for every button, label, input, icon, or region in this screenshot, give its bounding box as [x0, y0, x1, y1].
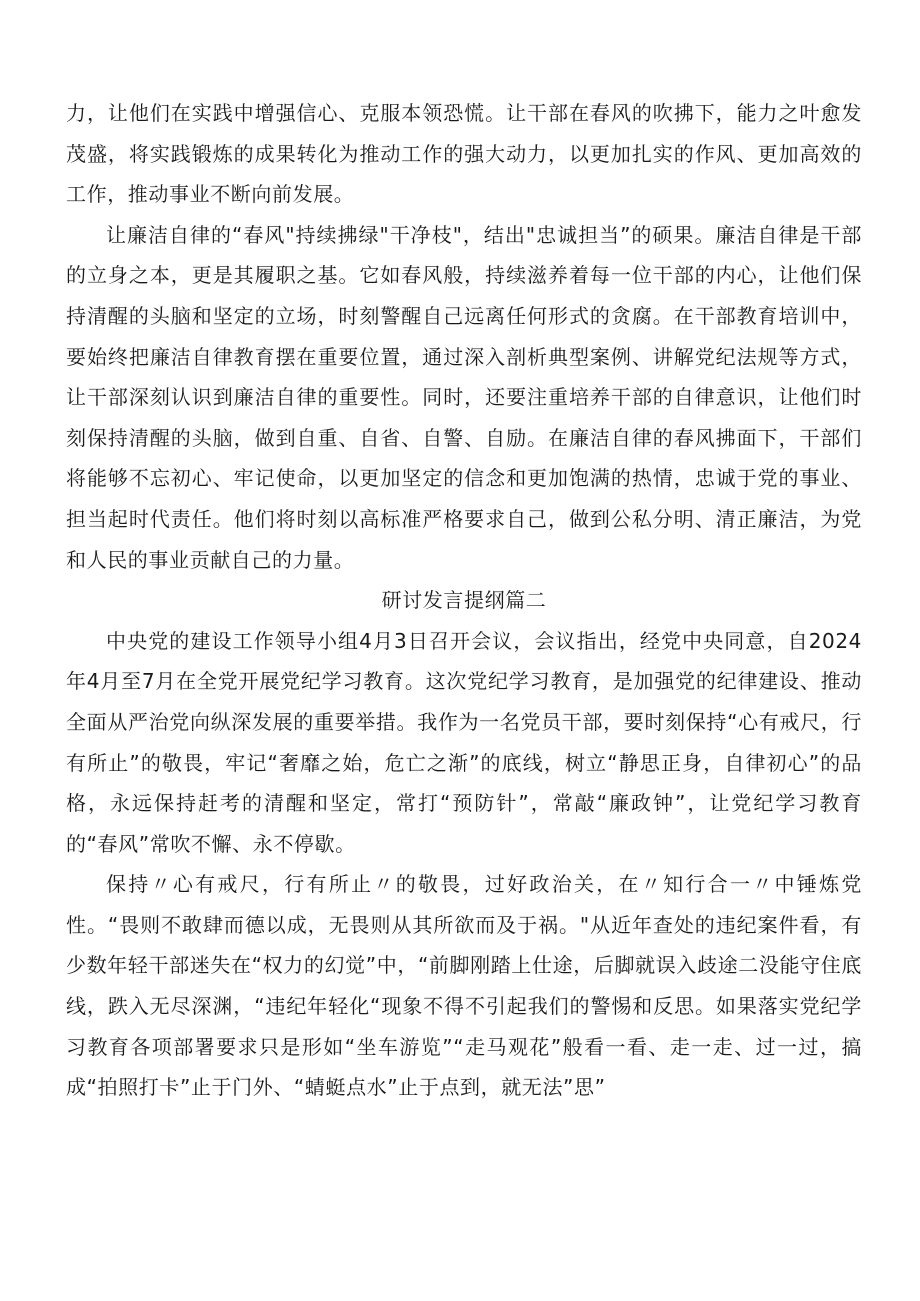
- paragraph-party-discipline-education: 中央党的建设工作领导小组4月3日召开会议，会议指出，经党中央同意，自2024年4月至7月在全党开展党纪学习教育。这次党纪学习教育，是加强党的纪律建设、推动全面从严治党向纵深发展的重要举措。我作为一名党员干部，要时刻保持“心有戒尺，行有所止”的敬畏，牢记“奢靡之始，危亡之渐”的底线，树立“静思正身，自律初心”的品格，永远保持赶考的清醒和坚定，常打“预防针”，常敲“廉政钟”，让党纪学习教育的“春风”常吹不懈、永不停歇。: [66, 628, 862, 856]
- section-heading: 研讨发言提纲篇二: [381, 588, 547, 613]
- document-body: [66, 93, 862, 1108]
- paragraph-continuation: 力，让他们在实践中增强信心、克服本领恐慌。让干部在春风的吹拂下，能力之叶愈发茂盛，将实践锻炼的成果转化为推动工作的强大动力，以更加扎实的作风、更加高效的工作，推动事业不断向前发展。: [66, 101, 862, 207]
- paragraph-integrity: 让廉洁自律的“春风"持续拂绿"干净枝"，结出"忠诚担当”的硕果。廉洁自律是干部的立身之本，更是其履职之基。它如春风般，持续滋养着每一位干部的内心，让他们保持清醒的头脑和坚定的立场，时刻警醒自己远离任何形式的贪腐。在干部教育培训中，要始终把廉洁自律教育摆在重要位置，通过深入剖析典型案例、讲解党纪法规等方式，让干部深刻认识到廉洁自律的重要性。同时，还要注重培养干部的自律意识，让他们时刻保持清醒的头脑，做到自重、自省、自警、自励。在廉洁自律的春风拂面下，干部们将能够不忘初心、牢记使命，以更加坚定的信念和更加饱满的热情，忠诚于党的事业、担当起时代责任。他们将时刻以高标准严格要求自己，做到公私分明、清正廉洁，为党和人民的事业贡献自己的力量。: [66, 222, 862, 572]
- paragraph-maintain-awe: 保持〃心有戒尺，行有所止〃的敬畏，过好政治关，在〃知行合一〃中锤炼党性。“畏则不敢肆而德以成，无畏则从其所欲而及于祸。"从近年查处的违纪案件看，有少数年轻干部迷失在“权力的幻觉”中，“前脚刚踏上仕途，后脚就误入歧途二没能守住底线，跌入无尽深渊，“违纪年轻化“现象不得不引起我们的警惕和反思。如果落实党纪学习教育各项部署要求只是形如“坐车游览”“走马观花”般看一看、走一走、过一过，搞成“拍照打卡”止于门外、“蜻蜓点水”止于点到，就无法”思”: [66, 872, 862, 1100]
